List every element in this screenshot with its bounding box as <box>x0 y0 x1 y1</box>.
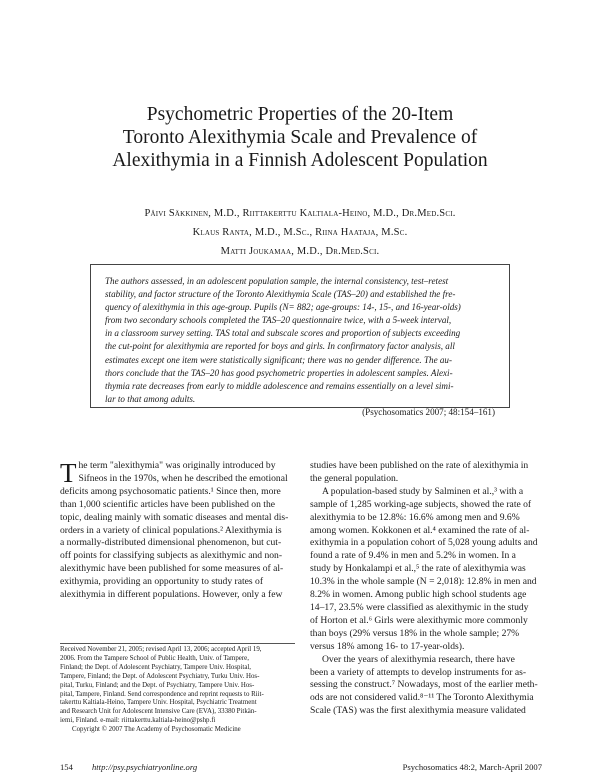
abstract-line: The authors assessed, in an adolescent population sample, the internal consistency, test–retest <box>105 276 449 286</box>
body-line: the general population. <box>310 472 399 484</box>
body-line: sample of 1,285 working-age subjects, showed the rate of <box>310 498 532 510</box>
abstract-line: in a classroom survey setting. TAS total and subscale scores and proportion of subjects exceeding <box>105 328 461 339</box>
author-line: Matti Joukamaa, M.D., Dr.Med.Sci. <box>220 246 380 257</box>
body-line: than 1,000 scientific articles have been published on the <box>60 498 275 510</box>
body-line: Sifneos in the 1970s, when he described the emotional <box>78 472 288 484</box>
body-line: sessing the construct.⁷ Nowadays, most of the earlier meth- <box>310 679 538 691</box>
body-column-left <box>60 460 295 602</box>
abstract-line: stability, and factor structure of the Toronto Alexithymia Scale (TAS–20) and established the fre- <box>105 289 456 300</box>
body-line: study by Honkalampi et al.,⁵ the rate of alexithymia was <box>310 563 526 575</box>
abstract-box <box>90 264 510 417</box>
author-line: Klaus Ranta, M.D., M.Sc., Riina Haataja, M.Sc. <box>192 227 408 238</box>
body-line: topic, dealing mainly with somatic diseases and mental dis- <box>60 511 289 523</box>
body-line: alexithymia to be 12.8%: 16.6% among men and 9.6% <box>310 511 520 523</box>
body-line: A population-based study by Salminen et al.,³ with a <box>322 485 524 497</box>
abstract-line: thymia rate decreases from early to middle adolescence and remains essentially on a level simi- <box>105 380 454 391</box>
body-line: versus 18% among 16- to 17-year-olds). <box>310 640 465 652</box>
abstract-citation: (Psychosomatics 2007; 48:154–161) <box>362 406 495 417</box>
body-line: a normally-distributed dimensional phenomenon, but cut- <box>60 537 282 549</box>
abstract-line: quency of alexithymia in this age-group. Pupils (N= 882; age-groups: 14-, 15-, and 16-year-olds) <box>105 302 461 313</box>
footnote-line: iemi, Finland. e-mail: riittakerttu.kaltiala-heino@pshp.fi <box>60 717 216 725</box>
body-line: he term "alexithymia" was originally introduced by <box>78 460 276 471</box>
journal-url[interactable]: http://psy.psychiatryonline.org <box>92 762 198 772</box>
footnote-line: takerttu Kaltiala-Heino, Tampere Univ. Hospital, Psychiatric Treatment <box>60 699 257 707</box>
body-line: 14–17, 23.5% were classified as alexithymic in the study <box>310 601 529 613</box>
title-line: Toronto Alexithymia Scale and Prevalence of <box>122 127 478 148</box>
abstract-line: thors conclude that the TAS–20 has good psychometric properties in adolescent samples. Alexi- <box>105 367 453 378</box>
abstract-line: lar to that among adults. <box>105 393 196 404</box>
footnote-line: Finland; the Dept. of Adolescent Psychiatry, Tampere Univ. Hospital, <box>60 663 252 671</box>
body-line: found a rate of 9.4% in men and 5.2% in women. In a <box>310 550 516 562</box>
title-line: Psychometric Properties of the 20-Item <box>146 104 454 125</box>
body-line: ods are not considered valid.⁸⁻¹¹ The Toronto Alexithymia <box>310 692 534 704</box>
body-line: exithymia, providing an opportunity to study rates of <box>60 576 264 588</box>
body-column-right <box>310 460 542 718</box>
abstract-line: the cut-point for alexithymia are reported for boys and girls. In confirmatory factor analysis, all <box>105 341 455 352</box>
abstract-line: from two secondary schools completed the TAS–20 questionnaire twice, with a 5-week interval, <box>105 315 452 326</box>
footnote-line: and Research Unit for Adolescent Intensive Care (EVA), 33380 Pitkän- <box>60 708 257 716</box>
journal-issue: Psychosomatics 48:2, March-April 2007 <box>402 762 542 772</box>
body-line: been a variety of attempts to develop instruments for as- <box>310 666 527 678</box>
drop-cap: T <box>60 458 77 488</box>
body-line: Over the years of alexithymia research, there have <box>322 653 515 665</box>
body-line: off points for classifying subjects as alexithymic and non- <box>60 550 283 562</box>
footnote-line: Received November 21, 2005; revised April 13, 2006; accepted April 19, <box>60 646 262 653</box>
abstract-line: estimates except one item were statistically significant; there was no gender difference. The au- <box>105 354 452 365</box>
article-title <box>60 103 540 172</box>
copyright-notice: Copyright © 2007 The Academy of Psychosomatic Medicine <box>72 726 241 734</box>
footnote-line: Tampere, Finland; the Dept. of Adolescent Psychiatry, Turku Univ. Hos- <box>60 672 260 680</box>
page-number: 154 <box>60 762 73 772</box>
author-line: Päivi Säkkinen, M.D., Riittakerttu Kaltiala-Heino, M.D., Dr.Med.Sci. <box>144 208 456 219</box>
body-line: alexithymic have been published for some measures of al- <box>60 563 284 575</box>
title-line: Alexithymia in a Finnish Adolescent Population <box>112 150 488 171</box>
body-line: of Horton et al.⁶ Girls were alexithymic more commonly <box>310 614 528 626</box>
body-line: alexithymia in different populations. However, only a few <box>60 589 283 601</box>
body-line: orders in a variety of clinical populations.² Alexithymia is <box>60 524 282 536</box>
footnote-line: 2006. From the Tampere School of Public Health, Univ. of Tampere, <box>60 654 249 662</box>
body-line: studies have been published on the rate of alexithymia in <box>310 460 529 471</box>
body-line: deficits among psychosomatic patients.¹ Since then, more <box>60 485 281 497</box>
footnote-line: pital, Tampere, Finland. Send correspondence and reprint requests to Riit- <box>60 690 264 698</box>
body-line: 8.2% in women. Among public high school students age <box>310 589 527 601</box>
author-list <box>60 204 540 261</box>
body-line: Scale (TAS) was the first alexithymia measure validated <box>310 705 526 717</box>
body-line: among women. Kokkonen et al.⁴ examined the rate of al- <box>310 524 530 536</box>
body-line: exithymia in a population cohort of 5,028 young adults and <box>310 537 538 549</box>
footnote <box>60 643 295 735</box>
footnote-line: pital, Turku, Finland; and the Dept. of Psychiatry, Tampere Univ. Hos- <box>60 681 255 689</box>
body-line: 10.3% in the whole sample (N = 2,018): 12.8% in men and <box>310 576 537 588</box>
body-line: than boys (29% versus 18% in the whole sample; 27% <box>310 627 520 639</box>
